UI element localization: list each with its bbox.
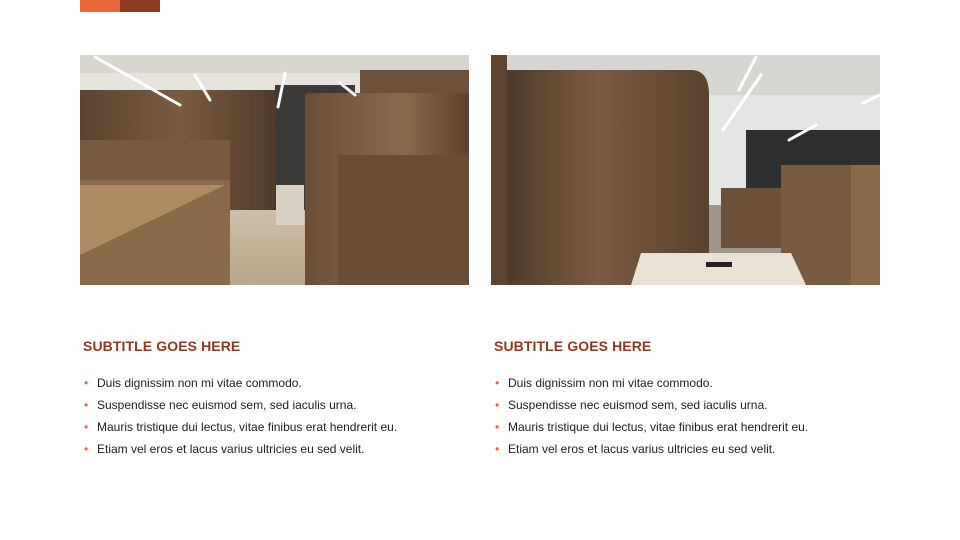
column-left xyxy=(83,336,473,460)
accent-bar xyxy=(80,0,160,12)
office-wood-partition-image xyxy=(491,55,880,285)
bullet-dot-icon: • xyxy=(84,420,89,434)
office-wood-cabinets-image xyxy=(80,55,469,285)
bullet-item xyxy=(494,372,884,394)
bullet-list-right xyxy=(494,372,884,460)
column-right xyxy=(494,336,884,460)
bullet-text: Duis dignissim non mi vitae commodo. xyxy=(508,376,713,390)
accent-bar-orange xyxy=(80,0,120,12)
bullet-item xyxy=(83,416,473,438)
subtitle-right: SUBTITLE GOES HERE xyxy=(494,338,652,354)
bullet-item xyxy=(494,394,884,416)
bullet-dot-icon: • xyxy=(495,376,500,390)
bullet-text: Duis dignissim non mi vitae commodo. xyxy=(97,376,302,390)
photo-left xyxy=(80,55,469,285)
accent-bar-brown xyxy=(120,0,160,12)
bullet-dot-icon: • xyxy=(84,376,89,390)
bullet-text: Suspendisse nec euismod sem, sed iaculis urna. xyxy=(508,398,768,412)
subtitle-left: SUBTITLE GOES HERE xyxy=(83,338,241,354)
bullet-item xyxy=(83,438,473,460)
bullet-dot-icon: • xyxy=(84,398,89,412)
photo-right xyxy=(491,55,880,285)
bullet-item xyxy=(83,394,473,416)
bullet-text: Etiam vel eros et lacus varius ultricies eu sed velit. xyxy=(97,442,365,456)
bullet-text: Mauris tristique dui lectus, vitae finibus erat hendrerit eu. xyxy=(97,420,398,434)
bullet-item xyxy=(494,438,884,460)
bullet-dot-icon: • xyxy=(495,420,500,434)
bullet-dot-icon: • xyxy=(495,398,500,412)
bullet-item xyxy=(83,372,473,394)
bullet-list-left xyxy=(83,372,473,460)
bullet-dot-icon: • xyxy=(84,442,89,456)
bullet-text: Etiam vel eros et lacus varius ultricies eu sed velit. xyxy=(508,442,776,456)
bullet-dot-icon: • xyxy=(495,442,500,456)
bullet-item xyxy=(494,416,884,438)
bullet-text: Suspendisse nec euismod sem, sed iaculis urna. xyxy=(97,398,357,412)
bullet-text: Mauris tristique dui lectus, vitae finibus erat hendrerit eu. xyxy=(508,420,809,434)
